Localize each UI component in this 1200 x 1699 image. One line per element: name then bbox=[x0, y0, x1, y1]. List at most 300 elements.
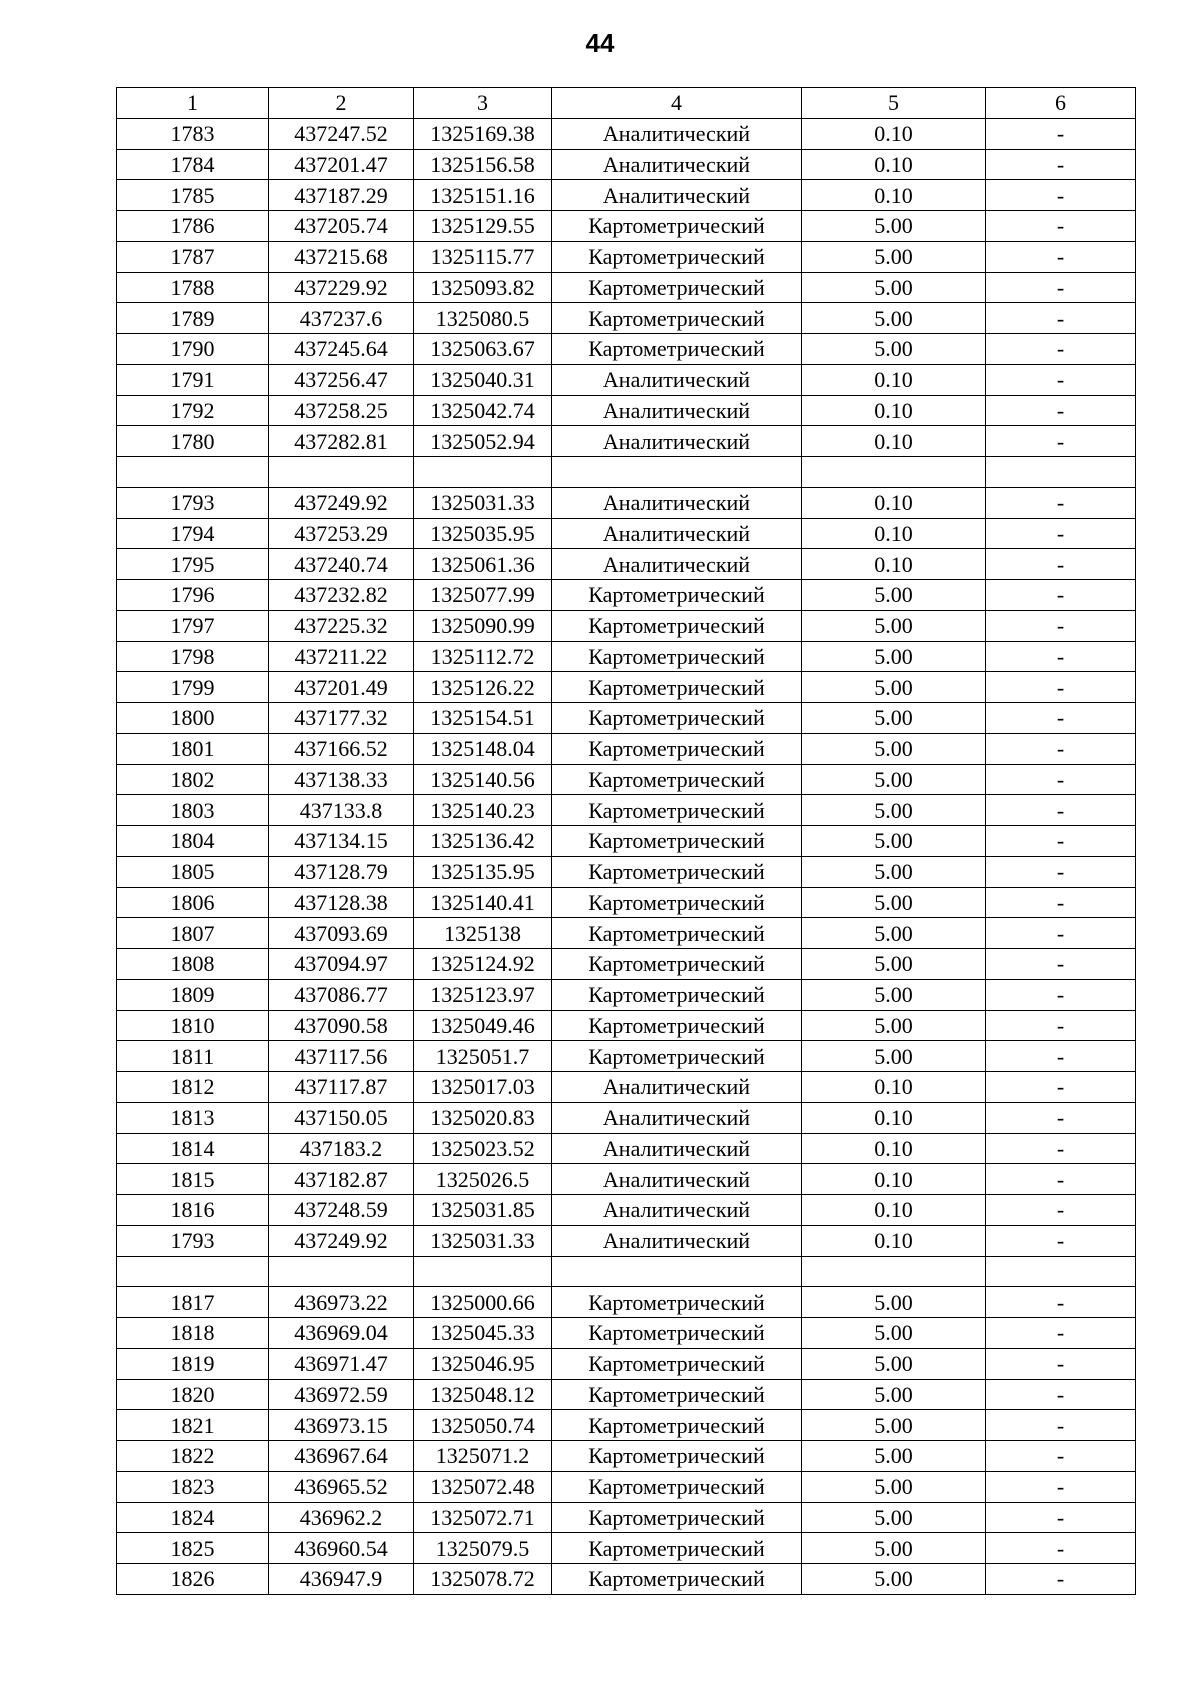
accuracy-cell: 0.10 bbox=[802, 426, 986, 457]
accuracy-cell: 5.00 bbox=[802, 211, 986, 242]
point-number-cell: 1788 bbox=[117, 272, 269, 303]
method-cell: Картометрический bbox=[552, 1502, 802, 1533]
note-cell bbox=[986, 1256, 1136, 1287]
point-number-cell: 1820 bbox=[117, 1379, 269, 1410]
y-coordinate-cell: 1325129.55 bbox=[414, 211, 552, 242]
method-cell: Картометрический bbox=[552, 1533, 802, 1564]
note-cell: - bbox=[986, 1379, 1136, 1410]
accuracy-cell: 0.10 bbox=[802, 1164, 986, 1195]
y-coordinate-cell: 1325051.7 bbox=[414, 1041, 552, 1072]
y-coordinate-cell bbox=[414, 1256, 552, 1287]
method-cell: Аналитический bbox=[552, 1072, 802, 1103]
point-number-cell: 1793 bbox=[117, 1225, 269, 1256]
accuracy-cell: 5.00 bbox=[802, 1441, 986, 1472]
note-cell: - bbox=[986, 887, 1136, 918]
table-row bbox=[117, 549, 1136, 580]
y-coordinate-cell: 1325078.72 bbox=[414, 1564, 552, 1595]
method-cell: Аналитический bbox=[552, 180, 802, 211]
table-row bbox=[117, 426, 1136, 457]
method-cell: Картометрический bbox=[552, 918, 802, 949]
y-coordinate-cell: 1325042.74 bbox=[414, 395, 552, 426]
note-cell: - bbox=[986, 487, 1136, 518]
x-coordinate-cell: 437128.38 bbox=[269, 887, 414, 918]
point-number-cell: 1783 bbox=[117, 118, 269, 149]
point-number-cell: 1815 bbox=[117, 1164, 269, 1195]
table-row bbox=[117, 610, 1136, 641]
y-coordinate-cell: 1325154.51 bbox=[414, 703, 552, 734]
x-coordinate-cell: 437249.92 bbox=[269, 487, 414, 518]
accuracy-cell: 5.00 bbox=[802, 1318, 986, 1349]
accuracy-cell: 0.10 bbox=[802, 149, 986, 180]
y-coordinate-cell: 1325048.12 bbox=[414, 1379, 552, 1410]
x-coordinate-cell: 437282.81 bbox=[269, 426, 414, 457]
accuracy-cell: 0.10 bbox=[802, 180, 986, 211]
method-cell: Картометрический bbox=[552, 272, 802, 303]
note-cell: - bbox=[986, 703, 1136, 734]
note-cell: - bbox=[986, 1502, 1136, 1533]
method-cell: Картометрический bbox=[552, 856, 802, 887]
y-coordinate-cell: 1325123.97 bbox=[414, 979, 552, 1010]
method-cell: Аналитический bbox=[552, 487, 802, 518]
method-cell: Картометрический bbox=[552, 1287, 802, 1318]
y-coordinate-cell: 1325112.72 bbox=[414, 641, 552, 672]
note-cell bbox=[986, 457, 1136, 488]
y-coordinate-cell bbox=[414, 457, 552, 488]
point-number-cell: 1813 bbox=[117, 1102, 269, 1133]
accuracy-cell: 0.10 bbox=[802, 1133, 986, 1164]
y-coordinate-cell: 1325052.94 bbox=[414, 426, 552, 457]
note-cell: - bbox=[986, 1348, 1136, 1379]
table-row bbox=[117, 1102, 1136, 1133]
x-coordinate-cell: 437128.79 bbox=[269, 856, 414, 887]
table-row bbox=[117, 303, 1136, 334]
accuracy-cell bbox=[802, 457, 986, 488]
accuracy-cell: 5.00 bbox=[802, 241, 986, 272]
point-number-cell: 1787 bbox=[117, 241, 269, 272]
header-row bbox=[117, 88, 1136, 119]
point-number-cell: 1809 bbox=[117, 979, 269, 1010]
point-number-cell: 1800 bbox=[117, 703, 269, 734]
method-cell: Картометрический bbox=[552, 795, 802, 826]
x-coordinate-cell: 437133.8 bbox=[269, 795, 414, 826]
table-row bbox=[117, 1041, 1136, 1072]
method-cell: Картометрический bbox=[552, 826, 802, 857]
table-row bbox=[117, 580, 1136, 611]
x-coordinate-cell: 437166.52 bbox=[269, 733, 414, 764]
table-row bbox=[117, 1441, 1136, 1472]
note-cell: - bbox=[986, 1564, 1136, 1595]
point-number-cell: 1793 bbox=[117, 487, 269, 518]
table-row bbox=[117, 118, 1136, 149]
x-coordinate-cell: 437253.29 bbox=[269, 518, 414, 549]
accuracy-cell: 5.00 bbox=[802, 672, 986, 703]
note-cell: - bbox=[986, 1102, 1136, 1133]
y-coordinate-cell: 1325140.23 bbox=[414, 795, 552, 826]
accuracy-cell: 5.00 bbox=[802, 979, 986, 1010]
separator-row bbox=[117, 1256, 1136, 1287]
table-row bbox=[117, 918, 1136, 949]
x-coordinate-cell: 437237.6 bbox=[269, 303, 414, 334]
accuracy-cell: 5.00 bbox=[802, 580, 986, 611]
y-coordinate-cell: 1325035.95 bbox=[414, 518, 552, 549]
accuracy-cell: 5.00 bbox=[802, 1410, 986, 1441]
accuracy-cell: 5.00 bbox=[802, 918, 986, 949]
point-number-cell: 1824 bbox=[117, 1502, 269, 1533]
accuracy-cell: 5.00 bbox=[802, 1564, 986, 1595]
y-coordinate-cell: 1325077.99 bbox=[414, 580, 552, 611]
y-coordinate-cell: 1325079.5 bbox=[414, 1533, 552, 1564]
note-cell: - bbox=[986, 1225, 1136, 1256]
note-cell: - bbox=[986, 180, 1136, 211]
x-coordinate-cell: 437201.49 bbox=[269, 672, 414, 703]
point-number-cell: 1790 bbox=[117, 334, 269, 365]
x-coordinate-cell: 437248.59 bbox=[269, 1195, 414, 1226]
accuracy-cell: 5.00 bbox=[802, 1502, 986, 1533]
note-cell: - bbox=[986, 518, 1136, 549]
x-coordinate-cell: 437183.2 bbox=[269, 1133, 414, 1164]
x-coordinate-cell: 437117.56 bbox=[269, 1041, 414, 1072]
accuracy-cell: 5.00 bbox=[802, 1533, 986, 1564]
note-cell: - bbox=[986, 1133, 1136, 1164]
y-coordinate-cell: 1325148.04 bbox=[414, 733, 552, 764]
note-cell: - bbox=[986, 1533, 1136, 1564]
y-coordinate-cell: 1325080.5 bbox=[414, 303, 552, 334]
x-coordinate-cell: 437150.05 bbox=[269, 1102, 414, 1133]
point-number-cell: 1794 bbox=[117, 518, 269, 549]
point-number-cell: 1808 bbox=[117, 949, 269, 980]
table-row bbox=[117, 1564, 1136, 1595]
table-row bbox=[117, 1195, 1136, 1226]
y-coordinate-cell: 1325126.22 bbox=[414, 672, 552, 703]
note-cell: - bbox=[986, 1471, 1136, 1502]
method-cell: Аналитический bbox=[552, 1225, 802, 1256]
method-cell: Картометрический bbox=[552, 1010, 802, 1041]
y-coordinate-cell: 1325031.85 bbox=[414, 1195, 552, 1226]
column-header-1: 1 bbox=[117, 88, 269, 119]
note-cell: - bbox=[986, 241, 1136, 272]
point-number-cell: 1811 bbox=[117, 1041, 269, 1072]
table-row bbox=[117, 1133, 1136, 1164]
point-number-cell: 1805 bbox=[117, 856, 269, 887]
accuracy-cell: 5.00 bbox=[802, 1348, 986, 1379]
y-coordinate-cell: 1325050.74 bbox=[414, 1410, 552, 1441]
note-cell: - bbox=[986, 1410, 1136, 1441]
x-coordinate-cell: 437090.58 bbox=[269, 1010, 414, 1041]
y-coordinate-cell: 1325135.95 bbox=[414, 856, 552, 887]
method-cell: Аналитический bbox=[552, 118, 802, 149]
point-number-cell: 1799 bbox=[117, 672, 269, 703]
point-number-cell: 1814 bbox=[117, 1133, 269, 1164]
x-coordinate-cell: 437187.29 bbox=[269, 180, 414, 211]
accuracy-cell: 5.00 bbox=[802, 703, 986, 734]
x-coordinate-cell: 437117.87 bbox=[269, 1072, 414, 1103]
table-row bbox=[117, 641, 1136, 672]
method-cell: Аналитический bbox=[552, 149, 802, 180]
x-coordinate-cell: 437258.25 bbox=[269, 395, 414, 426]
note-cell: - bbox=[986, 1164, 1136, 1195]
note-cell: - bbox=[986, 733, 1136, 764]
x-coordinate-cell: 437247.52 bbox=[269, 118, 414, 149]
table-row bbox=[117, 1072, 1136, 1103]
accuracy-cell: 5.00 bbox=[802, 1041, 986, 1072]
column-header-5: 5 bbox=[802, 88, 986, 119]
method-cell: Аналитический bbox=[552, 364, 802, 395]
table-row bbox=[117, 764, 1136, 795]
table-row bbox=[117, 272, 1136, 303]
accuracy-cell: 0.10 bbox=[802, 1072, 986, 1103]
table-row bbox=[117, 703, 1136, 734]
x-coordinate-cell: 437182.87 bbox=[269, 1164, 414, 1195]
y-coordinate-cell: 1325140.41 bbox=[414, 887, 552, 918]
note-cell: - bbox=[986, 395, 1136, 426]
accuracy-cell: 0.10 bbox=[802, 487, 986, 518]
point-number-cell: 1791 bbox=[117, 364, 269, 395]
x-coordinate-cell: 437215.68 bbox=[269, 241, 414, 272]
accuracy-cell: 5.00 bbox=[802, 272, 986, 303]
accuracy-cell: 5.00 bbox=[802, 641, 986, 672]
table-row bbox=[117, 1318, 1136, 1349]
table-row bbox=[117, 518, 1136, 549]
note-cell: - bbox=[986, 1441, 1136, 1472]
method-cell: Картометрический bbox=[552, 1410, 802, 1441]
method-cell: Аналитический bbox=[552, 426, 802, 457]
note-cell: - bbox=[986, 303, 1136, 334]
note-cell: - bbox=[986, 1195, 1136, 1226]
method-cell: Картометрический bbox=[552, 1471, 802, 1502]
table-row bbox=[117, 241, 1136, 272]
method-cell: Аналитический bbox=[552, 1133, 802, 1164]
x-coordinate-cell: 437177.32 bbox=[269, 703, 414, 734]
table-row bbox=[117, 180, 1136, 211]
x-coordinate-cell: 437134.15 bbox=[269, 826, 414, 857]
y-coordinate-cell: 1325115.77 bbox=[414, 241, 552, 272]
x-coordinate-cell: 436967.64 bbox=[269, 1441, 414, 1472]
point-number-cell bbox=[117, 457, 269, 488]
point-number-cell: 1780 bbox=[117, 426, 269, 457]
note-cell: - bbox=[986, 795, 1136, 826]
accuracy-cell: 0.10 bbox=[802, 1225, 986, 1256]
method-cell: Аналитический bbox=[552, 395, 802, 426]
method-cell: Картометрический bbox=[552, 1379, 802, 1410]
note-cell: - bbox=[986, 1318, 1136, 1349]
x-coordinate-cell: 437086.77 bbox=[269, 979, 414, 1010]
method-cell: Картометрический bbox=[552, 979, 802, 1010]
x-coordinate-cell: 436973.22 bbox=[269, 1287, 414, 1318]
y-coordinate-cell: 1325124.92 bbox=[414, 949, 552, 980]
x-coordinate-cell bbox=[269, 457, 414, 488]
note-cell: - bbox=[986, 426, 1136, 457]
note-cell: - bbox=[986, 118, 1136, 149]
note-cell: - bbox=[986, 918, 1136, 949]
point-number-cell: 1810 bbox=[117, 1010, 269, 1041]
table-row bbox=[117, 856, 1136, 887]
point-number-cell: 1826 bbox=[117, 1564, 269, 1595]
point-number-cell: 1817 bbox=[117, 1287, 269, 1318]
x-coordinate-cell: 436962.2 bbox=[269, 1502, 414, 1533]
point-number-cell: 1785 bbox=[117, 180, 269, 211]
table-row bbox=[117, 887, 1136, 918]
accuracy-cell: 5.00 bbox=[802, 733, 986, 764]
y-coordinate-cell: 1325140.56 bbox=[414, 764, 552, 795]
method-cell: Картометрический bbox=[552, 703, 802, 734]
y-coordinate-cell: 1325031.33 bbox=[414, 487, 552, 518]
note-cell: - bbox=[986, 1010, 1136, 1041]
method-cell: Картометрический bbox=[552, 641, 802, 672]
accuracy-cell: 5.00 bbox=[802, 856, 986, 887]
point-number-cell: 1818 bbox=[117, 1318, 269, 1349]
point-number-cell: 1792 bbox=[117, 395, 269, 426]
accuracy-cell: 5.00 bbox=[802, 795, 986, 826]
point-number-cell: 1821 bbox=[117, 1410, 269, 1441]
y-coordinate-cell: 1325040.31 bbox=[414, 364, 552, 395]
table-row bbox=[117, 395, 1136, 426]
separator-row bbox=[117, 457, 1136, 488]
table-row bbox=[117, 487, 1136, 518]
note-cell: - bbox=[986, 549, 1136, 580]
accuracy-cell: 5.00 bbox=[802, 826, 986, 857]
note-cell: - bbox=[986, 1041, 1136, 1072]
note-cell: - bbox=[986, 1072, 1136, 1103]
accuracy-cell: 5.00 bbox=[802, 334, 986, 365]
note-cell: - bbox=[986, 211, 1136, 242]
table-row bbox=[117, 949, 1136, 980]
x-coordinate-cell: 437245.64 bbox=[269, 334, 414, 365]
column-header-3: 3 bbox=[414, 88, 552, 119]
table-row bbox=[117, 1410, 1136, 1441]
coordinates-table bbox=[116, 87, 1136, 1595]
accuracy-cell: 5.00 bbox=[802, 887, 986, 918]
x-coordinate-cell: 436960.54 bbox=[269, 1533, 414, 1564]
table-row bbox=[117, 1379, 1136, 1410]
accuracy-cell bbox=[802, 1256, 986, 1287]
method-cell: Картометрический bbox=[552, 211, 802, 242]
method-cell: Картометрический bbox=[552, 580, 802, 611]
x-coordinate-cell: 437256.47 bbox=[269, 364, 414, 395]
y-coordinate-cell: 1325049.46 bbox=[414, 1010, 552, 1041]
table-row bbox=[117, 979, 1136, 1010]
method-cell bbox=[552, 1256, 802, 1287]
x-coordinate-cell: 437211.22 bbox=[269, 641, 414, 672]
accuracy-cell: 0.10 bbox=[802, 518, 986, 549]
accuracy-cell: 5.00 bbox=[802, 303, 986, 334]
column-header-2: 2 bbox=[269, 88, 414, 119]
y-coordinate-cell: 1325045.33 bbox=[414, 1318, 552, 1349]
x-coordinate-cell: 437138.33 bbox=[269, 764, 414, 795]
method-cell: Картометрический bbox=[552, 241, 802, 272]
table-row bbox=[117, 211, 1136, 242]
note-cell: - bbox=[986, 949, 1136, 980]
method-cell: Картометрический bbox=[552, 610, 802, 641]
x-coordinate-cell: 437205.74 bbox=[269, 211, 414, 242]
x-coordinate-cell: 436972.59 bbox=[269, 1379, 414, 1410]
method-cell: Картометрический bbox=[552, 672, 802, 703]
note-cell: - bbox=[986, 149, 1136, 180]
y-coordinate-cell: 1325156.58 bbox=[414, 149, 552, 180]
accuracy-cell: 5.00 bbox=[802, 1010, 986, 1041]
point-number-cell: 1812 bbox=[117, 1072, 269, 1103]
accuracy-cell: 5.00 bbox=[802, 764, 986, 795]
x-coordinate-cell: 436969.04 bbox=[269, 1318, 414, 1349]
method-cell: Картометрический bbox=[552, 1441, 802, 1472]
point-number-cell: 1784 bbox=[117, 149, 269, 180]
note-cell: - bbox=[986, 610, 1136, 641]
y-coordinate-cell: 1325046.95 bbox=[414, 1348, 552, 1379]
accuracy-cell: 0.10 bbox=[802, 395, 986, 426]
method-cell: Аналитический bbox=[552, 1102, 802, 1133]
method-cell: Аналитический bbox=[552, 549, 802, 580]
note-cell: - bbox=[986, 856, 1136, 887]
accuracy-cell: 0.10 bbox=[802, 1102, 986, 1133]
point-number-cell: 1797 bbox=[117, 610, 269, 641]
y-coordinate-cell: 1325090.99 bbox=[414, 610, 552, 641]
x-coordinate-cell: 437225.32 bbox=[269, 610, 414, 641]
table-row bbox=[117, 1348, 1136, 1379]
table-body bbox=[117, 88, 1136, 1595]
x-coordinate-cell: 437249.92 bbox=[269, 1225, 414, 1256]
y-coordinate-cell: 1325072.48 bbox=[414, 1471, 552, 1502]
table-row bbox=[117, 334, 1136, 365]
y-coordinate-cell: 1325020.83 bbox=[414, 1102, 552, 1133]
point-number-cell: 1823 bbox=[117, 1471, 269, 1502]
note-cell: - bbox=[986, 364, 1136, 395]
method-cell: Картометрический bbox=[552, 733, 802, 764]
point-number-cell: 1804 bbox=[117, 826, 269, 857]
table-row bbox=[117, 1010, 1136, 1041]
point-number-cell: 1822 bbox=[117, 1441, 269, 1472]
point-number-cell: 1816 bbox=[117, 1195, 269, 1226]
method-cell bbox=[552, 457, 802, 488]
y-coordinate-cell: 1325023.52 bbox=[414, 1133, 552, 1164]
y-coordinate-cell: 1325017.03 bbox=[414, 1072, 552, 1103]
accuracy-cell: 0.10 bbox=[802, 549, 986, 580]
accuracy-cell: 5.00 bbox=[802, 1287, 986, 1318]
point-number-cell: 1795 bbox=[117, 549, 269, 580]
y-coordinate-cell: 1325061.36 bbox=[414, 549, 552, 580]
y-coordinate-cell: 1325169.38 bbox=[414, 118, 552, 149]
x-coordinate-cell: 437232.82 bbox=[269, 580, 414, 611]
y-coordinate-cell: 1325026.5 bbox=[414, 1164, 552, 1195]
x-coordinate-cell: 436971.47 bbox=[269, 1348, 414, 1379]
table-row bbox=[117, 1287, 1136, 1318]
y-coordinate-cell: 1325000.66 bbox=[414, 1287, 552, 1318]
x-coordinate-cell: 436947.9 bbox=[269, 1564, 414, 1595]
y-coordinate-cell: 1325093.82 bbox=[414, 272, 552, 303]
point-number-cell: 1803 bbox=[117, 795, 269, 826]
table-row bbox=[117, 1502, 1136, 1533]
table-row bbox=[117, 1471, 1136, 1502]
x-coordinate-cell: 437094.97 bbox=[269, 949, 414, 980]
note-cell: - bbox=[986, 1287, 1136, 1318]
point-number-cell: 1786 bbox=[117, 211, 269, 242]
point-number-cell: 1796 bbox=[117, 580, 269, 611]
note-cell: - bbox=[986, 334, 1136, 365]
table-row bbox=[117, 1225, 1136, 1256]
y-coordinate-cell: 1325063.67 bbox=[414, 334, 552, 365]
method-cell: Картометрический bbox=[552, 334, 802, 365]
accuracy-cell: 5.00 bbox=[802, 1471, 986, 1502]
method-cell: Аналитический bbox=[552, 1164, 802, 1195]
table-row bbox=[117, 1164, 1136, 1195]
accuracy-cell: 0.10 bbox=[802, 364, 986, 395]
note-cell: - bbox=[986, 826, 1136, 857]
table-row bbox=[117, 733, 1136, 764]
x-coordinate-cell: 437240.74 bbox=[269, 549, 414, 580]
column-header-6: 6 bbox=[986, 88, 1136, 119]
point-number-cell: 1802 bbox=[117, 764, 269, 795]
note-cell: - bbox=[986, 979, 1136, 1010]
table-row bbox=[117, 1533, 1136, 1564]
y-coordinate-cell: 1325071.2 bbox=[414, 1441, 552, 1472]
